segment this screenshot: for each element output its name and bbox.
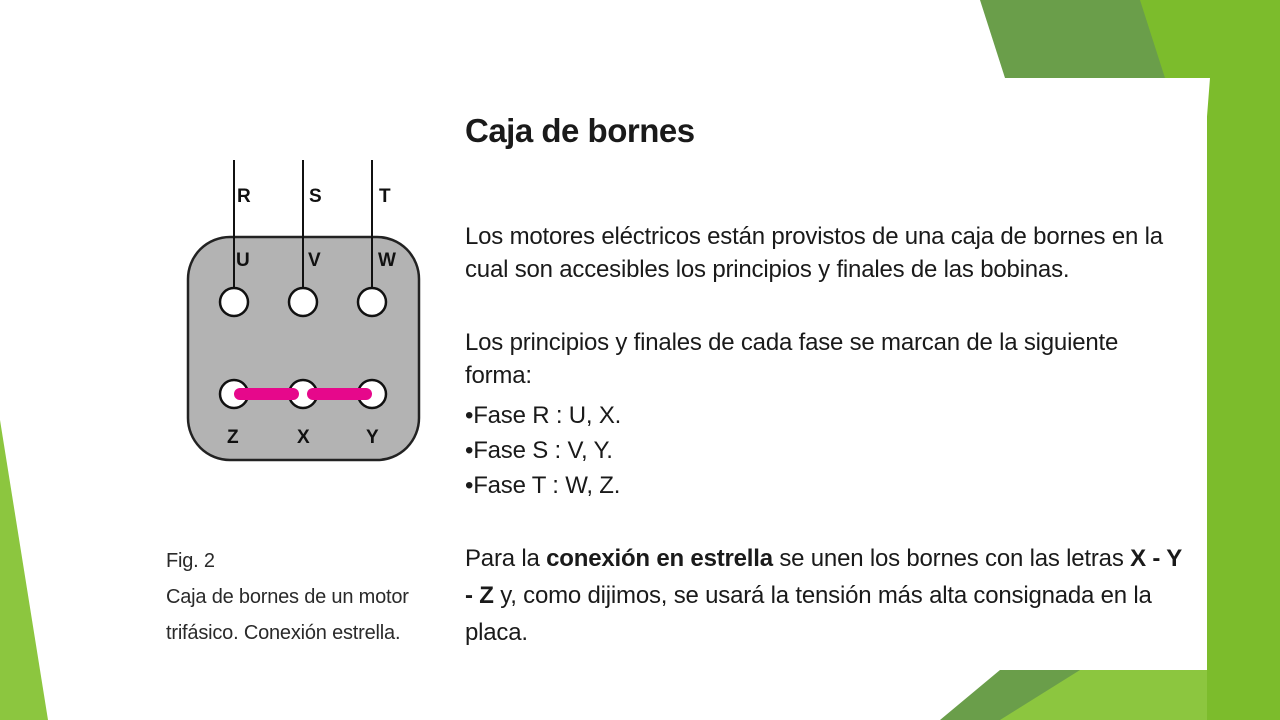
label-v: V xyxy=(308,250,321,271)
figure-label: Fig. 2 xyxy=(166,550,215,572)
caption-line: Caja de bornes de un motor xyxy=(166,586,409,608)
terminal-w xyxy=(358,288,386,316)
label-z: Z xyxy=(227,427,239,448)
label-u: U xyxy=(236,250,250,271)
list-item: • Fase T : W, Z. xyxy=(465,468,621,503)
terminal-box-diagram xyxy=(160,150,450,470)
terminal-u xyxy=(220,288,248,316)
page-title: Caja de bornes xyxy=(465,112,695,149)
bold-term-star-connection: conexión en estrella xyxy=(546,545,773,572)
marking-paragraph: Los principios y finales de cada fase se marcan de la siguiente forma: xyxy=(465,329,1119,389)
text-run: se unen los bornes con las letras xyxy=(772,545,1131,572)
label-x: X xyxy=(297,427,310,448)
text-run: y, como dijimos, se usará la tensión más alta consignada en la placa. xyxy=(465,582,1152,646)
label-y: Y xyxy=(366,427,379,448)
bold-term-xyz: X - Y - Z xyxy=(465,545,1182,609)
label-r: R xyxy=(237,186,251,207)
caption-line: trifásico. Conexión estrella. xyxy=(166,622,401,644)
phase-list xyxy=(465,398,621,503)
list-item: • Fase R : U, X. xyxy=(465,398,621,433)
star-connection-paragraph xyxy=(465,540,1185,651)
text-run: Para la xyxy=(465,545,547,572)
figure-caption xyxy=(166,543,436,651)
label-s: S xyxy=(309,186,322,207)
label-w: W xyxy=(378,250,396,271)
list-item: • Fase S : V, Y. xyxy=(465,433,621,468)
label-t: T xyxy=(379,186,391,207)
intro-paragraph: Los motores eléctricos están provistos de una caja de bornes en la cual son accesibles los principios y finales de las bobinas. xyxy=(465,223,1163,283)
terminal-v xyxy=(289,288,317,316)
